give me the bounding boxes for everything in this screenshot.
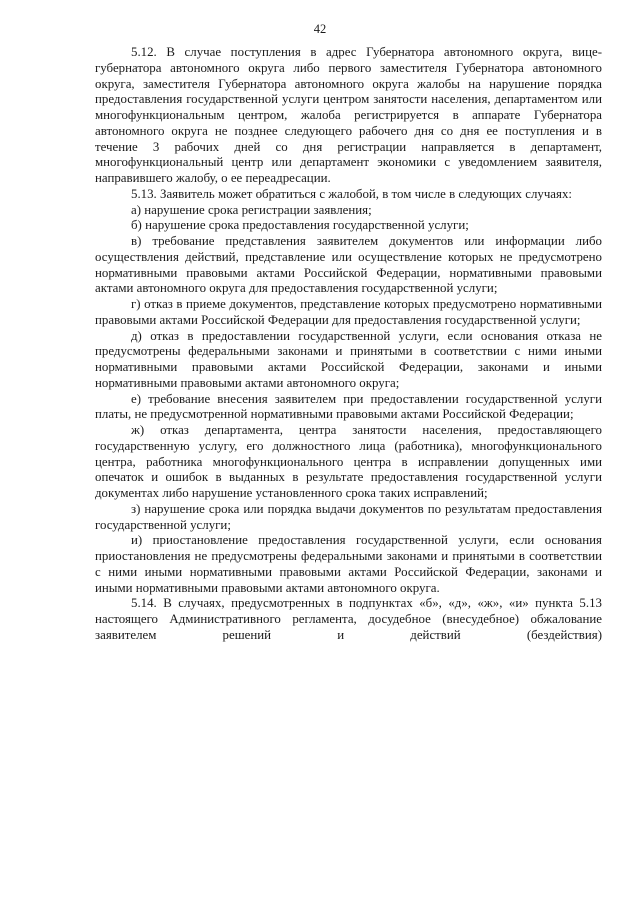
page-number: 42 [313,22,327,36]
list-item-z: з) нарушение срока или порядка выдачи документов по результатам предоставления государственной услуги; [95,501,602,532]
list-item-v: в) требование представления заявителем документов или информации либо осуществления действий, представление или осуществление которых не предусмотрено нормативными правовыми актами Российской Федерации, нормативными правовыми актами автономного округа для предоставления государственной услуги; [95,234,602,296]
list-item-g: г) отказ в приеме документов, представление которых предусмотрено нормативными правовыми актами Российской Федерации для предоставления государственной услуги; [95,297,602,327]
paragraph-5-12: 5.12. В случае поступления в адрес Губернатора автономного округа, вице-губернатора автономного округа либо первого заместителя Губернатора автономного округа, заместителя Губернатора автономного округа жалобы на нарушение порядка предоставления государственной услуги центром занятости населения, департаментом или многофункциональным центром, жалоба регистрируется в аппарате Губернатора автономного округа не позднее следующего рабочего дня со дня ее поступления и в течение 3 рабочих дней со дня регистрации направляется в департамент, многофункциональный центр или департамент экономики с уведомлением заявителя, направившего жалобу, о ее переадресации. [95,45,602,185]
list-item-d: д) отказ в предоставлении государственной услуги, если основания отказа не предусмотрены федеральными законами и принятыми в соответствии с ними иными нормативными правовыми актами Российской Федерации, законами и иными нормативными правовыми актами автономного округа; [95,328,602,390]
document-body [95,45,602,644]
list-item-e: е) требование внесения заявителем при предоставлении государственной услуги платы, не предусмотренной нормативными правовыми актами Российской Федерации; [95,391,602,422]
list-item-i: и) приостановление предоставления государственной услуги, если основания приостановления не предусмотрены федеральными законами и принятыми в соответствии с ними иными нормативными правовыми актами Российской Федерации, законами и иными нормативными правовыми актами автономного округа. [95,533,602,595]
paragraph-5-13: 5.13. Заявитель может обратиться с жалобой, в том числе в следующих случаях: [131,186,572,201]
list-item-a: а) нарушение срока регистрации заявления; [131,202,372,217]
paragraph-5-14: 5.14. В случаях, предусмотренных в подпунктах «б», «д», «ж», «и» пункта 5.13 настоящего Административного регламента, досудебное (внесудебное) обжалование заявителем решений и действий (бездействия) [95,596,602,642]
list-item-zh: ж) отказ департамента, центра занятости населения, предоставляющего государственную услугу, его должностного лица (работника), многофункционального центра, работника многофункционального центра в исправлении допущенных ими опечаток и ошибок в выданных в результате предоставления государственной услуги документах либо нарушение установленного срока таких исправлений; [95,423,602,500]
list-item-b: б) нарушение срока предоставления государственной услуги; [131,218,469,233]
